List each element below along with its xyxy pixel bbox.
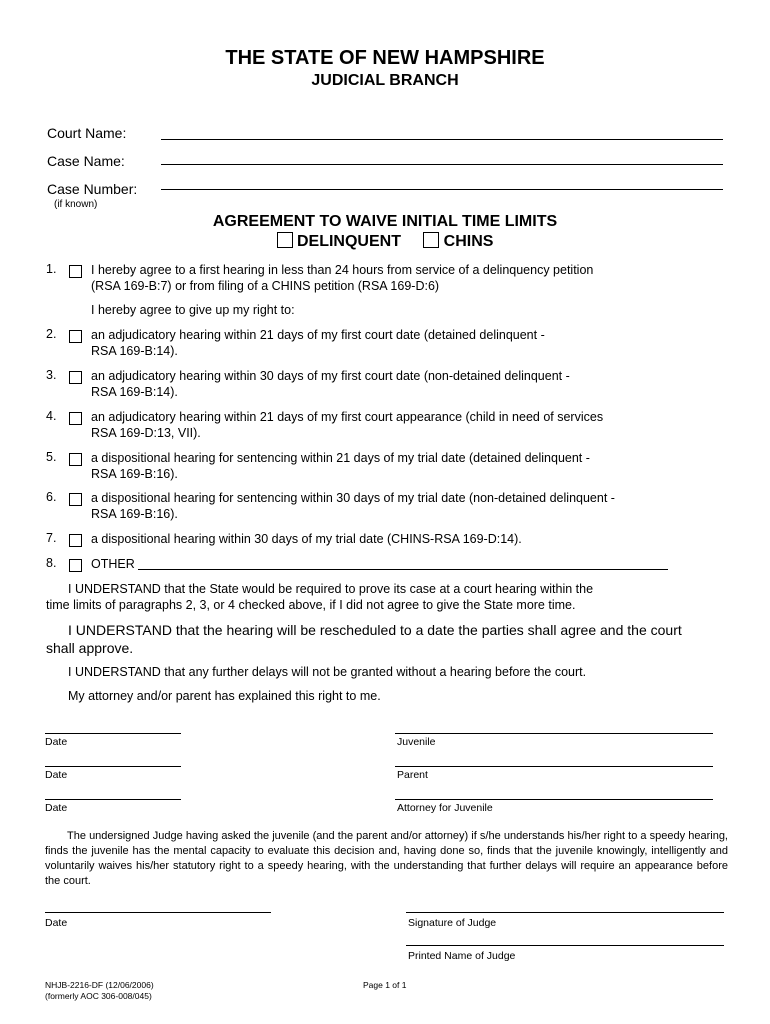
item-6-text: a dispositional hearing for sentencing within 30 days of my trial date (non-detained delinquent - RSA 169-B:16). xyxy=(91,491,615,521)
date-line-3[interactable] xyxy=(45,799,181,800)
item-7-checkbox[interactable] xyxy=(69,532,82,550)
item-number: 1. xyxy=(46,262,57,276)
delinquent-label: DELINQUENT xyxy=(296,233,401,250)
chins-label: CHINS xyxy=(443,233,494,250)
give-up-intro: I hereby agree to give up my right to: xyxy=(91,303,295,317)
item-number: 7. xyxy=(46,531,57,545)
case-name-field[interactable] xyxy=(161,164,723,165)
form-identifier: NHJB-2216-DF (12/06/2006) (formerly AOC 306-008/045) xyxy=(45,980,154,1001)
if-known-note: (if known) xyxy=(54,199,98,210)
understand-1-line2: time limits of paragraphs 2, 3, or 4 checked above, if I did not agree to give the State more time. xyxy=(46,598,576,612)
page-number: Page 1 of 1 xyxy=(363,980,407,990)
case-number-field[interactable] xyxy=(161,189,723,190)
form-title: AGREEMENT TO WAIVE INITIAL TIME LIMITS xyxy=(212,213,558,230)
judge-signature-line[interactable] xyxy=(406,912,724,913)
document-title: THE STATE OF NEW HAMPSHIRE xyxy=(225,47,545,69)
date-label: Date xyxy=(45,802,68,814)
judge-date-label: Date xyxy=(45,917,68,929)
case-number-label: Case Number: xyxy=(47,181,138,197)
attorney-explained: My attorney and/or parent has explained this right to me. xyxy=(68,689,381,703)
item-5-text: a dispositional hearing for sentencing within 21 days of my trial date (detained delinquent - RSA 169-B:16). xyxy=(91,451,590,481)
judge-finding-paragraph: The undersigned Judge having asked the juvenile (and the parent and/or attorney) if s/he understands his/her right to a speedy hearing, finds the juvenile has the mental capacity to evaluate this decision and, having done so, finds that the juvenile knowingly, intelligently and voluntarily waives his/her statutory right to a speedy hearing, with the understanding that further delays will require an appearance before the court. xyxy=(45,830,728,887)
understand-1-line1: I UNDERSTAND that the State would be required to prove its case at a court hearing within the xyxy=(68,582,594,596)
item-2-text: an adjudicatory hearing within 21 days of my first court date (detained delinquent - RSA 169-B:14). xyxy=(91,328,545,358)
item-number: 8. xyxy=(46,556,57,570)
judge-printed-name-label: Printed Name of Judge xyxy=(408,950,516,962)
item-6-checkbox[interactable] xyxy=(69,491,82,509)
date-line-2[interactable] xyxy=(45,766,181,767)
juvenile-label: Juvenile xyxy=(397,736,436,748)
date-label: Date xyxy=(45,736,68,748)
item-3-checkbox[interactable] xyxy=(69,369,82,387)
item-5-checkbox[interactable] xyxy=(69,451,82,469)
item-1-checkbox[interactable] xyxy=(69,263,82,281)
item-number: 6. xyxy=(46,490,57,504)
understand-2-line1: I UNDERSTAND that the hearing will be rescheduled to a date the parties shall agree and the court xyxy=(68,622,682,638)
item-number: 4. xyxy=(46,409,57,423)
case-name-label: Case Name: xyxy=(47,153,125,169)
item-1-text: I hereby agree to a first hearing in less than 24 hours from service of a delinquency petition (RSA 169-B:7) or from filing of a CHINS petition (RSA 169-D:6) xyxy=(91,263,594,293)
item-8-checkbox[interactable] xyxy=(69,557,82,575)
date-label: Date xyxy=(45,769,68,781)
delinquent-checkbox[interactable] xyxy=(277,232,293,248)
item-number: 3. xyxy=(46,368,57,382)
case-type-row xyxy=(0,232,770,251)
item-number: 2. xyxy=(46,327,57,341)
item-4-checkbox[interactable] xyxy=(69,410,82,428)
item-7-text: a dispositional hearing within 30 days of my trial date (CHINS-RSA 169-D:14). xyxy=(91,532,522,546)
understand-3: I UNDERSTAND that any further delays will not be granted without a hearing before the court. xyxy=(68,665,587,679)
court-name-field[interactable] xyxy=(161,139,723,140)
item-number: 5. xyxy=(46,450,57,464)
judge-printed-name-line[interactable] xyxy=(406,945,724,946)
parent-label: Parent xyxy=(397,769,428,781)
understand-2-line2: shall approve. xyxy=(46,640,134,656)
date-line-1[interactable] xyxy=(45,733,181,734)
item-8-text: OTHER xyxy=(91,557,135,571)
document-subtitle: JUDICIAL BRANCH xyxy=(311,72,459,89)
parent-signature-line[interactable] xyxy=(395,766,713,767)
item-3-text: an adjudicatory hearing within 30 days of my first court date (non-detained delinquent - RSA 169-B:14). xyxy=(91,369,570,399)
juvenile-signature-line[interactable] xyxy=(395,733,713,734)
attorney-label: Attorney for Juvenile xyxy=(397,802,493,814)
judge-signature-label: Signature of Judge xyxy=(408,917,497,929)
attorney-signature-line[interactable] xyxy=(395,799,713,800)
judge-date-line[interactable] xyxy=(45,912,271,913)
chins-checkbox[interactable] xyxy=(423,232,439,248)
court-name-label: Court Name: xyxy=(47,125,127,141)
item-4-text: an adjudicatory hearing within 21 days of my first court appearance (child in need of services RSA 169-D:13, VII). xyxy=(91,410,604,440)
item-2-checkbox[interactable] xyxy=(69,328,82,346)
other-field[interactable] xyxy=(138,569,668,570)
